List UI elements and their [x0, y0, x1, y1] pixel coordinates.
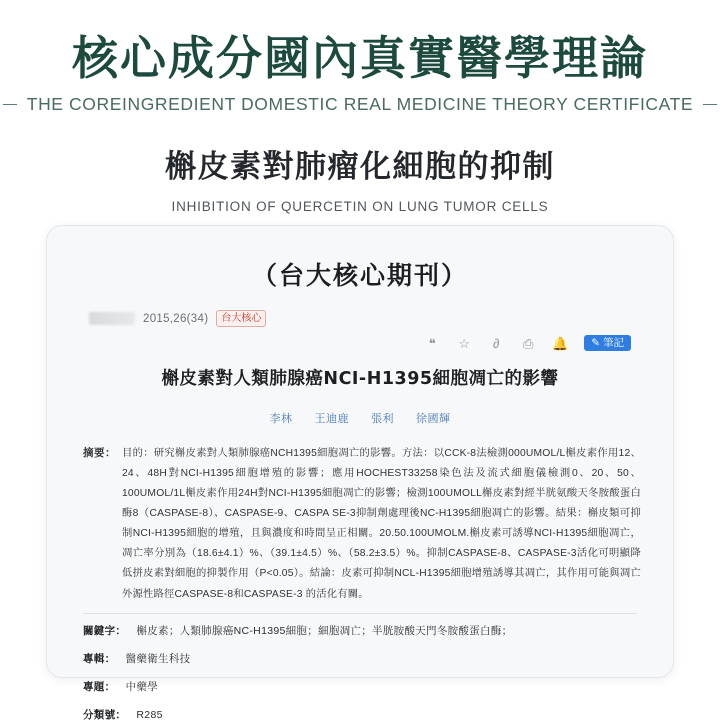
hero-header [0, 0, 720, 214]
author-name[interactable]: 王迪鹿 [314, 413, 349, 425]
author-list [73, 410, 647, 426]
field-value: 醫藥衛生科技 [125, 652, 191, 665]
paper-card [46, 225, 674, 720]
page-subtitle-en: THE COREINGREDIENT DOMESTIC REAL MEDICINE THEORY CERTIFICATE [26, 94, 694, 115]
note-button[interactable] [584, 335, 631, 351]
star-icon[interactable]: ☆ [458, 335, 471, 351]
abstract-block [73, 444, 647, 605]
field-value: R285 [136, 708, 163, 720]
print-icon[interactable]: ⎙ [522, 335, 534, 351]
paper-meta [73, 310, 647, 327]
paper-toolbar[interactable] [73, 335, 647, 351]
keywords-row [73, 620, 647, 642]
divider [83, 613, 637, 614]
pencil-icon: ✎ [591, 336, 600, 349]
field-row-album [73, 648, 647, 670]
author-name[interactable]: 李林 [269, 413, 293, 425]
field-row-topic [73, 676, 647, 698]
keywords-value: 槲皮素；人類肺腺癌NC-H1395細胞；細胞凋亡；半胱胺酸天門冬胺酸蛋白酶； [136, 624, 513, 637]
section-subtitle-en: INHIBITION OF QUERCETIN ON LUNG TUMOR CELLS [171, 199, 549, 215]
divider-right [703, 104, 717, 105]
note-button-label: 筆記 [603, 336, 624, 349]
field-value: 中藥學 [125, 680, 159, 693]
hero-subtitle-row [0, 94, 720, 115]
bell-icon[interactable]: 🔔 [552, 335, 569, 351]
paper-title: 槲皮素對人類肺腺癌NCI-H1395細胞凋亡的影響 [161, 369, 559, 389]
journal-title: （台大核心期刊） [251, 261, 468, 290]
share-icon[interactable]: ∂ [492, 335, 500, 351]
section-title-zh: 槲皮素對肺瘤化細胞的抑制 [165, 149, 555, 186]
abstract-text: 目的：研究槲皮素對人類肺腺癌NCH1395細胞凋亡的影響。方法：以CCK-8法檢測000UMOL/L槲皮素作用12、24、48H對NCI-H1395細胞增殖的影響；應用HOCHEST33258染色法及流式細胞儀檢測0、20、50、100UMOL/1L槲皮素作用24H對NCI-H1395細胞凋亡的影響；檢測100UMOLL槲皮素對經半胱氨酸天冬胺酸蛋白酶8（CASPASE-8）、CASPASE-9、CASPA SE-3抑制劑處理後NC-H1395細胞凋亡的影響。結果：槲皮類可抑制NCI-H1395細胞的增殖，且與濃度和時間呈正相關。20.50.100UMOLM.槲皮素可誘導NCI-H1395細胞凋亡，凋亡率分別為（18.6±4.1）%、（39.1±4.5）%、（58.2±3.5）%。抑制CASPASE-8、CASPASE-3活化可明顯降低拼皮素對細胞的抑製作用（P<0.05）。結論：皮素可抑制NCL-H1395細胞增殖誘導其凋亡，其作用可能與凋亡外源性路徑CASPASE-8和CASPASE-3 的活化有關。 [122, 448, 641, 600]
field-label: 專題： [83, 680, 116, 693]
field-label: 分類號： [83, 708, 127, 720]
author-name[interactable]: 張利 [371, 413, 394, 425]
citation-text: 2015,26(34) [143, 312, 209, 325]
field-row-classification [73, 704, 647, 720]
status-badge: 台大核心 [216, 310, 266, 327]
divider-left [3, 104, 17, 105]
abstract-label: 摘要： [83, 447, 116, 459]
redacted-source [89, 312, 135, 325]
quote-icon[interactable]: ❝ [428, 335, 436, 351]
author-name[interactable]: 徐國輝 [416, 413, 451, 425]
keywords-label: 關鍵字： [83, 624, 127, 637]
page-title: 核心成分國內真實醫學理論 [72, 31, 648, 85]
field-label: 專輯： [83, 652, 116, 665]
